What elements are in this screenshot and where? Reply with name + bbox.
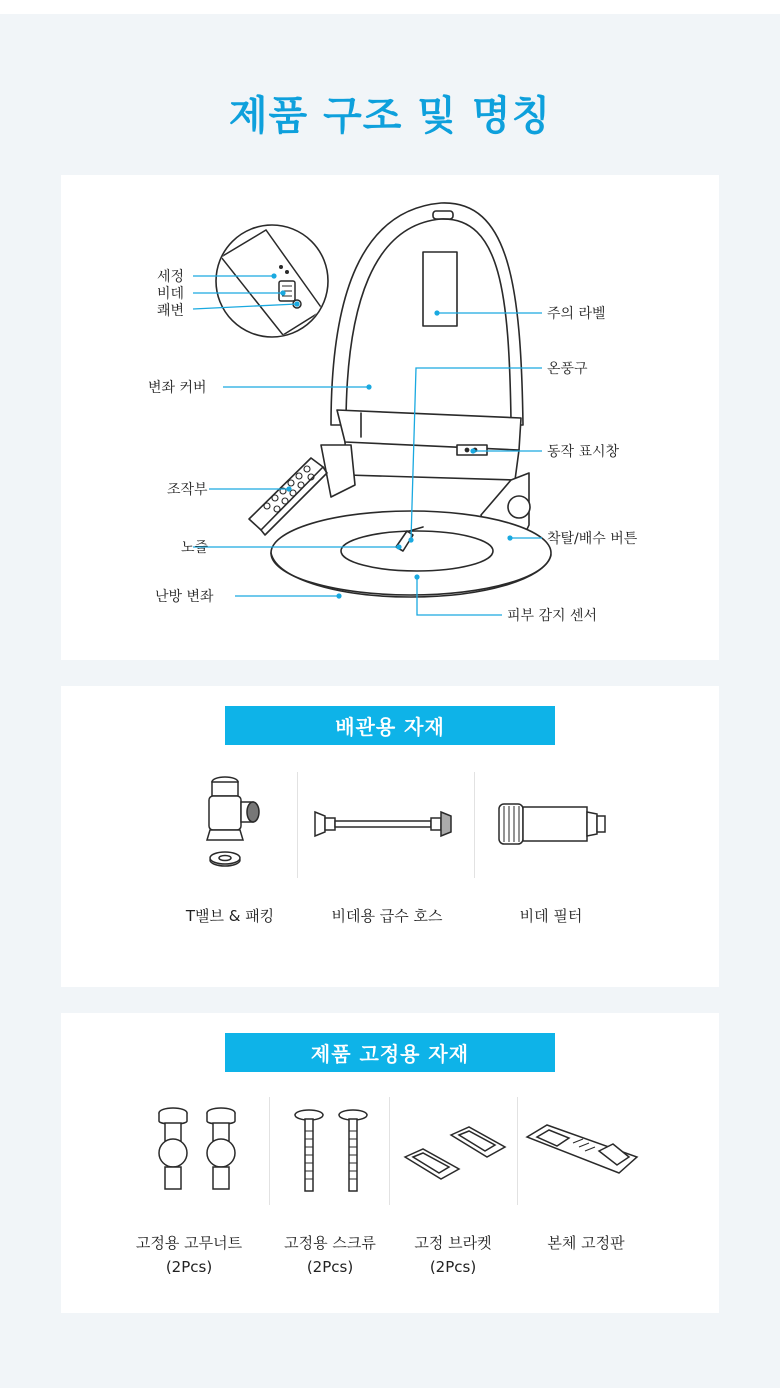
screw-illustration xyxy=(285,1107,377,1197)
screw-name: 고정용 스크류 xyxy=(284,1234,376,1252)
rubber-nut-illustration xyxy=(151,1105,251,1197)
water-hose-label: 비데용 급수 호스 xyxy=(331,907,443,925)
top-strip xyxy=(0,0,780,14)
mounting-plate-illustration xyxy=(523,1117,641,1181)
mounting-heading: 제품 고정용 자재 xyxy=(225,1033,555,1072)
rubber-nut-qty: (2Pcs) xyxy=(165,1258,213,1276)
label-detach-button: 착탈/배수 버튼 xyxy=(547,531,638,547)
label-heated-seat: 난방 변좌 xyxy=(155,589,214,605)
rubber-nut-name: 고정용 고무너트 xyxy=(135,1234,243,1252)
label-nozzle: 노즐 xyxy=(181,540,209,556)
page-title: 제품 구조 및 명칭 xyxy=(228,93,552,139)
bracket-label xyxy=(397,1231,509,1279)
plumbing-divider-1 xyxy=(297,772,298,878)
control-panel-drawing xyxy=(249,458,323,530)
caution-label-drawing xyxy=(423,252,457,326)
t-valve-label: T밸브 & 패킹 xyxy=(185,907,275,925)
mounting-plate-name: 본체 고정판 xyxy=(547,1234,625,1252)
plumbing-heading: 배관용 자재 xyxy=(225,706,555,745)
screw-label xyxy=(263,1231,397,1279)
screw-qty: (2Pcs) xyxy=(306,1258,354,1276)
t-valve-illustration xyxy=(189,770,269,878)
mounting-parts-panel xyxy=(61,1013,719,1313)
bidet-filter-label: 비데 필터 xyxy=(519,907,583,925)
label-seat-cover: 변좌 커버 xyxy=(148,380,207,396)
bracket-name: 고정 브라켓 xyxy=(414,1234,492,1252)
mounting-divider-1 xyxy=(269,1097,270,1205)
label-cleanse: 세정 xyxy=(157,269,185,285)
label-control-panel: 조작부 xyxy=(167,482,208,498)
label-dryer: 온풍구 xyxy=(547,361,588,377)
mounting-divider-3 xyxy=(517,1097,518,1205)
plumbing-parts-panel xyxy=(61,686,719,987)
water-hose-illustration xyxy=(307,798,465,850)
mounting-divider-2 xyxy=(389,1097,390,1205)
plumbing-divider-2 xyxy=(474,772,475,878)
rubber-nut-label xyxy=(123,1231,255,1279)
bidet-filter-illustration xyxy=(493,796,611,852)
bracket-illustration xyxy=(401,1123,509,1183)
structure-panel xyxy=(61,175,719,660)
bracket-qty: (2Pcs) xyxy=(429,1258,477,1276)
mounting-plate-label xyxy=(529,1231,643,1255)
label-status-display: 동작 표시창 xyxy=(547,444,620,460)
label-caution-label: 주의 라벨 xyxy=(547,306,606,322)
label-deodorize: 쾌변 xyxy=(157,303,185,319)
label-bidet: 비데 xyxy=(157,286,185,302)
label-skin-sensor: 피부 감지 센서 xyxy=(507,608,598,624)
bidet-structure-diagram xyxy=(61,175,719,660)
